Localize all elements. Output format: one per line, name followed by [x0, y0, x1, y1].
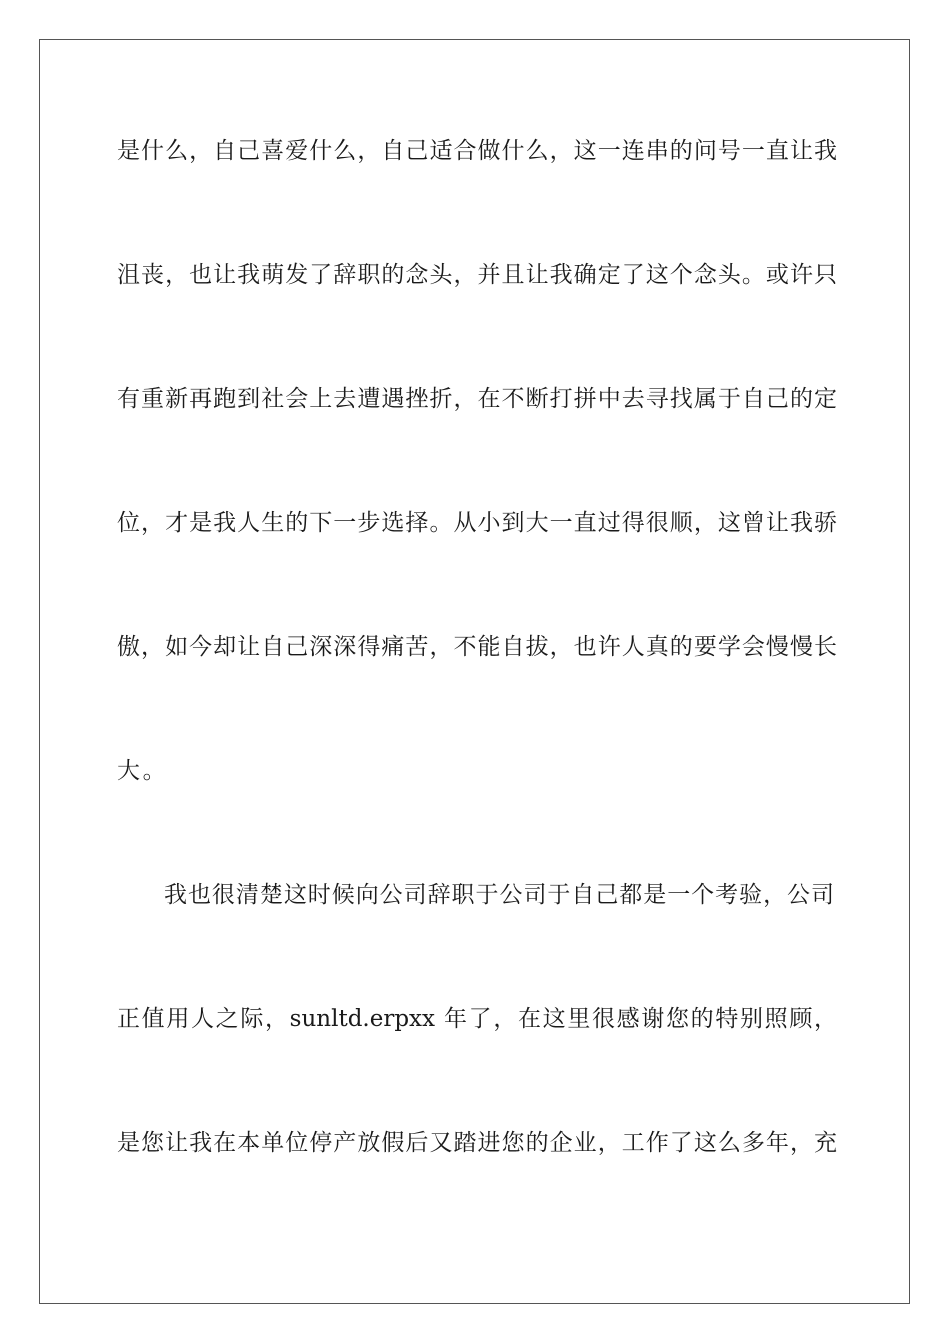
body-text-line-9: 是您让我在本单位停产放假后又踏进您的企业，工作了这么多年，充 — [117, 1130, 837, 1156]
body-text-line-2: 沮丧，也让我萌发了辞职的念头，并且让我确定了这个念头。或许只 — [117, 262, 837, 288]
body-text-line-4: 位，才是我人生的下一步选择。从小到大一直过得很顺，这曾让我骄 — [117, 510, 837, 536]
body-text-line-7: 我也很清楚这时候向公司辞职于公司于自己都是一个考验，公司 — [164, 882, 834, 908]
body-text-line-3: 有重新再跑到社会上去遭遇挫折，在不断打拼中去寻找属于自己的定 — [117, 386, 837, 412]
body-text-line-8: 正值用人之际，sunltd.erpxx 年了，在这里很感谢您的特别照顾， — [117, 1006, 837, 1032]
body-text-line-1: 是什么，自己喜爱什么，自己适合做什么，这一连串的问号一直让我 — [117, 138, 837, 164]
body-text-line-5: 傲，如今却让自己深深得痛苦，不能自拔，也许人真的要学会慢慢长 — [117, 634, 837, 660]
page-border — [39, 39, 910, 1304]
body-text-line-6: 大。 — [117, 758, 169, 784]
